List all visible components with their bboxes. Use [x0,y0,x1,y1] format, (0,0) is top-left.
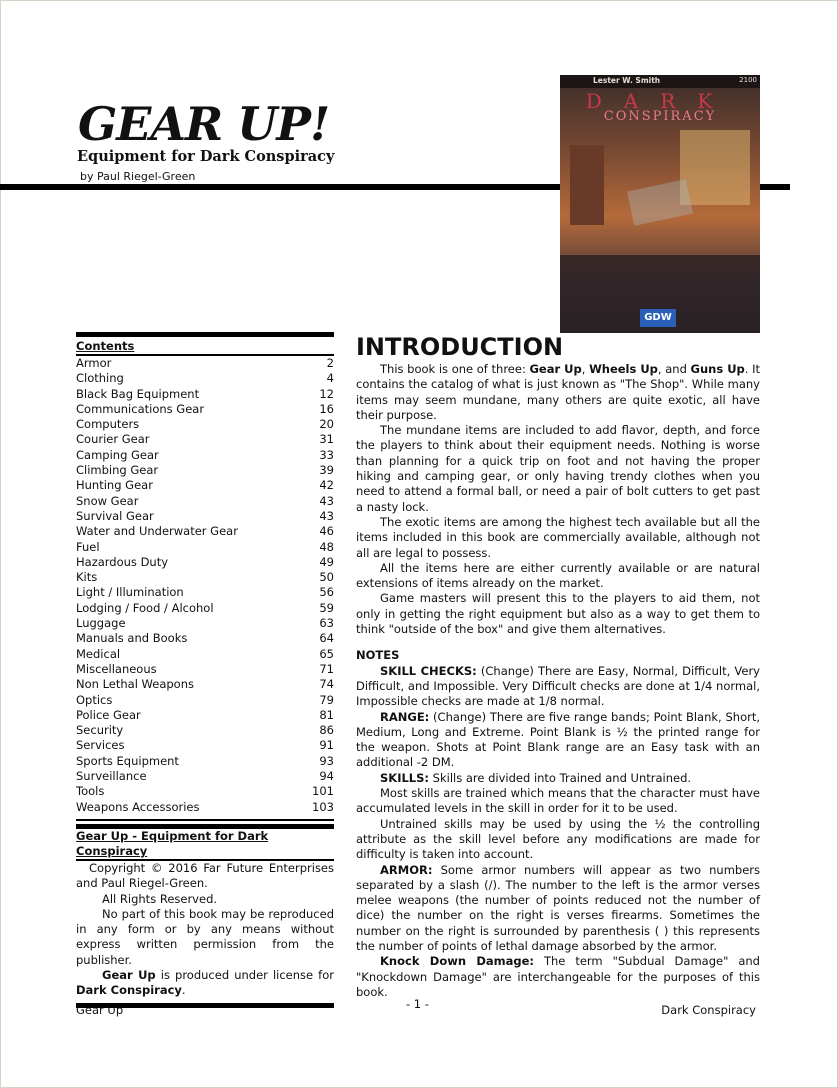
contents-heading: Contents [76,339,135,353]
note-label: Knock Down Damage: [380,954,535,969]
contents-row [76,693,334,708]
notes-heading: NOTES [356,648,400,663]
rights-line: All Rights Reserved. [102,891,218,906]
contents-row [76,524,334,539]
contents-row [76,371,334,386]
cover-publisher-logo: GDW [640,309,676,327]
intro-text: , [581,362,590,376]
contents-row [76,738,334,753]
cover-title-line2: CONSPIRACY [603,109,717,124]
cover-art-building [570,145,604,225]
note-label: SKILL CHECKS: [380,663,477,678]
cover-code: 2100 [739,76,757,84]
contents-row [76,677,334,692]
contents-entry-label: Fuel [76,539,100,554]
contents-entry-page: 16 [319,401,334,416]
contents-row [76,448,334,463]
note-armor [356,863,760,955]
contents-row [76,616,334,631]
contents-row [76,478,334,493]
cover-title-line1: DARK [585,89,735,113]
contents-row [76,585,334,600]
contents-row [76,417,334,432]
contents-entry-page: 101 [312,784,334,799]
contents-entry-page: 79 [319,692,334,707]
cover-art-window [680,130,750,205]
contents-entry-label: Courier Gear [76,432,150,447]
contents-row [76,647,334,662]
contents-entry-page: 50 [319,570,334,585]
intro-paragraph: The exotic items are among the highest tech available but all the items included in this book are commercially available, although not all are legal to possess. [356,514,760,560]
intro-paragraph: Game masters will present this to the players to aid them, not only in getting the right equipment but also as a way to get them to think "outside of the box" and give them alternatives. [356,591,760,637]
contents-entry-label: Services [76,738,125,753]
reproduction-line: No part of this book may be reproduced in any form or by any means without express written permission from the publisher. [76,906,334,967]
contents-entry-page: 86 [319,723,334,738]
note-skill-checks [356,664,760,710]
contents-entry-page: 12 [319,386,334,401]
note-text: The term "Subdual Damage" and "Knockdown Damage" are interchangeable for the purposes of this book. [356,954,760,999]
contents-entry-page: 63 [319,616,334,631]
contents-entry-page: 49 [319,554,334,569]
contents-entry-label: Manuals and Books [76,631,188,646]
note-label: SKILLS: [380,770,430,785]
contents-entry-label: Light / Illumination [76,585,184,600]
contents-entry-label: Snow Gear [76,493,139,508]
contents-entry-page: 71 [319,661,334,676]
contents-row [76,402,334,417]
license-product: Gear Up [102,967,156,982]
contents-entry-label: Kits [76,570,98,585]
contents-row [76,754,334,769]
contents-row [76,800,334,815]
cover-author: Lester W. Smith [593,76,661,85]
license-owner: Dark Conspiracy [76,983,182,998]
note-trained: Most skills are trained which means that the character must have accumulated levels in the skill in order for it to be used. [356,786,760,816]
contents-entry-label: Weapons Accessories [76,799,200,814]
page-number: - 1 - [406,997,429,1011]
intro-paragraph [356,362,760,423]
copyright-rule-top [76,819,334,821]
contents-entry-page: 46 [319,524,334,539]
contents-row [76,494,334,509]
copyright-line: Copyright © 2016 Far Future Enterprises and Paul Riegel-Green. [76,860,334,891]
contents-row [76,601,334,616]
contents-row [76,708,334,723]
contents-entry-label: Lodging / Food / Alcohol [76,600,214,615]
intro-text: This book is one of three: [380,362,530,376]
contents-row [76,631,334,646]
contents-entry-label: Climbing Gear [76,463,159,478]
contents-entry-label: Survival Gear [76,508,154,523]
copyright-heading: Gear Up - Equipment for Dark Conspiracy [76,828,269,858]
contents-entry-page: 42 [319,478,334,493]
cover-art-light [627,179,693,226]
contents-row [76,356,334,371]
contents-entry-label: Tools [76,784,105,799]
contents-entry-page: 33 [319,447,334,462]
contents-row [76,540,334,555]
contents-list [76,356,334,815]
introduction-section [356,332,760,1000]
contents-entry-label: Clothing [76,371,124,386]
contents-entry-page: 81 [319,707,334,722]
contents-row [76,387,334,402]
introduction-heading: INTRODUCTION [356,333,564,361]
contents-row [76,509,334,524]
contents-entry-label: Luggage [76,616,126,631]
contents-row [76,555,334,570]
book-subtitle: Equipment for Dark Conspiracy [77,148,335,165]
contents-entry-label: Medical [76,646,121,661]
contents-entry-page: 2 [326,356,334,370]
byline: by Paul Riegel-Green [80,170,196,183]
contents-entry-label: Hunting Gear [76,478,153,493]
contents-entry-label: Communications Gear [76,401,205,416]
note-text: Some armor numbers will appear as two numbers separated by a slash (/). The number to the left is the armor verses melee weapons (the number of points reduced not the number of dice) the number on the right is verses firearms. Sometimes the number on the right is surrounded by parenthesis ( ) this represents the number of points of lethal damage absorbed by the armor. [356,862,760,953]
intro-text: . It contains the catalog of what is just known as "The Shop". While many items may seem mundane, many others are quite exotic, all have their purpose. [356,362,761,422]
contents-entry-page: 48 [319,539,334,554]
contents-entry-page: 74 [319,677,334,692]
intro-paragraph: The mundane items are included to add flavor, depth, and force the players to think about their equipment needs. Nothing is worse than planning for a quick trip on foot and not having the proper hiking and camping gear, or only having trendy clothes when you need to attend a formal ball, or need a pair of bolt cutters to get past a nasty lock. [356,423,760,514]
footer-left: Gear Up [76,1003,124,1017]
note-range [356,710,760,771]
contents-entry-label: Sports Equipment [76,753,179,768]
note-text: (Change) There are five range bands; Point Blank, Short, Medium, Long and Extreme. Point Blank is ½ the printed range for the weapon. Shots at Point Blank range are an Easy task with an additional -2 DM. [356,709,760,770]
contents-rule-top [76,332,334,337]
contents-entry-page: 103 [312,799,334,814]
contents-entry-page: 94 [319,769,334,784]
contents-entry-label: Security [76,723,124,738]
note-skills [356,771,760,786]
contents-row [76,784,334,799]
license-text: is produced under license for [155,967,334,982]
contents-entry-page: 91 [319,738,334,753]
contents-entry-label: Surveillance [76,769,147,784]
contents-entry-label: Non Lethal Weapons [76,677,194,692]
contents-entry-label: Hazardous Duty [76,554,169,569]
contents-entry-page: 20 [319,417,334,432]
contents-entry-label: Computers [76,417,140,432]
contents-entry-label: Optics [76,692,113,707]
contents-entry-page: 59 [319,600,334,615]
contents-entry-label: Armor [76,356,112,370]
contents-entry-label: Black Bag Equipment [76,386,200,401]
contents-entry-label: Police Gear [76,707,141,722]
contents-entry-page: 31 [319,432,334,447]
contents-row [76,662,334,677]
note-text: Skills are divided into Trained and Untrained. [429,770,692,785]
contents-entry-label: Miscellaneous [76,661,157,676]
contents-row [76,463,334,478]
cover-image [560,75,760,333]
contents-row [76,432,334,447]
contents-entry-page: 43 [319,508,334,523]
book-title: GEAR UP! [78,97,330,151]
contents-entry-page: 43 [319,493,334,508]
contents-entry-label: Camping Gear [76,447,159,462]
book-name-gear: Gear Up [529,362,582,376]
note-label: ARMOR: [380,862,433,877]
copyright-block [76,829,334,999]
contents-entry-label: Water and Underwater Gear [76,524,238,539]
contents-entry-page: 64 [319,631,334,646]
license-end: . [181,983,186,998]
intro-text: , and [657,362,691,376]
note-untrained: Untrained skills may be used by using the ½ the controlling attribute as the skill level before any modifications are made for difficulty is taken into account. [356,816,760,862]
note-knock-down [356,954,760,1000]
contents-entry-page: 65 [319,646,334,661]
note-text: (Change) There are Easy, Normal, Difficult, Very Difficult, and Impossible. Very Difficult checks are done at 1/4 normal, Impossible checks are made at 1/8 normal. [356,663,760,709]
contents-entry-page: 56 [319,585,334,600]
contents-entry-page: 39 [319,463,334,478]
contents-row [76,570,334,585]
contents-entry-page: 4 [326,371,334,386]
contents-row [76,769,334,784]
book-name-wheels: Wheels Up [589,362,658,376]
intro-paragraph: All the items here are either currently available or are natural extensions of items already on the market. [356,560,760,591]
license-line [76,968,334,999]
contents-row [76,723,334,738]
note-label: RANGE: [380,709,430,724]
contents-entry-page: 93 [319,753,334,768]
contents-panel [76,332,334,1008]
book-name-guns: Guns Up [690,362,745,376]
footer-right: Dark Conspiracy [661,1003,756,1017]
